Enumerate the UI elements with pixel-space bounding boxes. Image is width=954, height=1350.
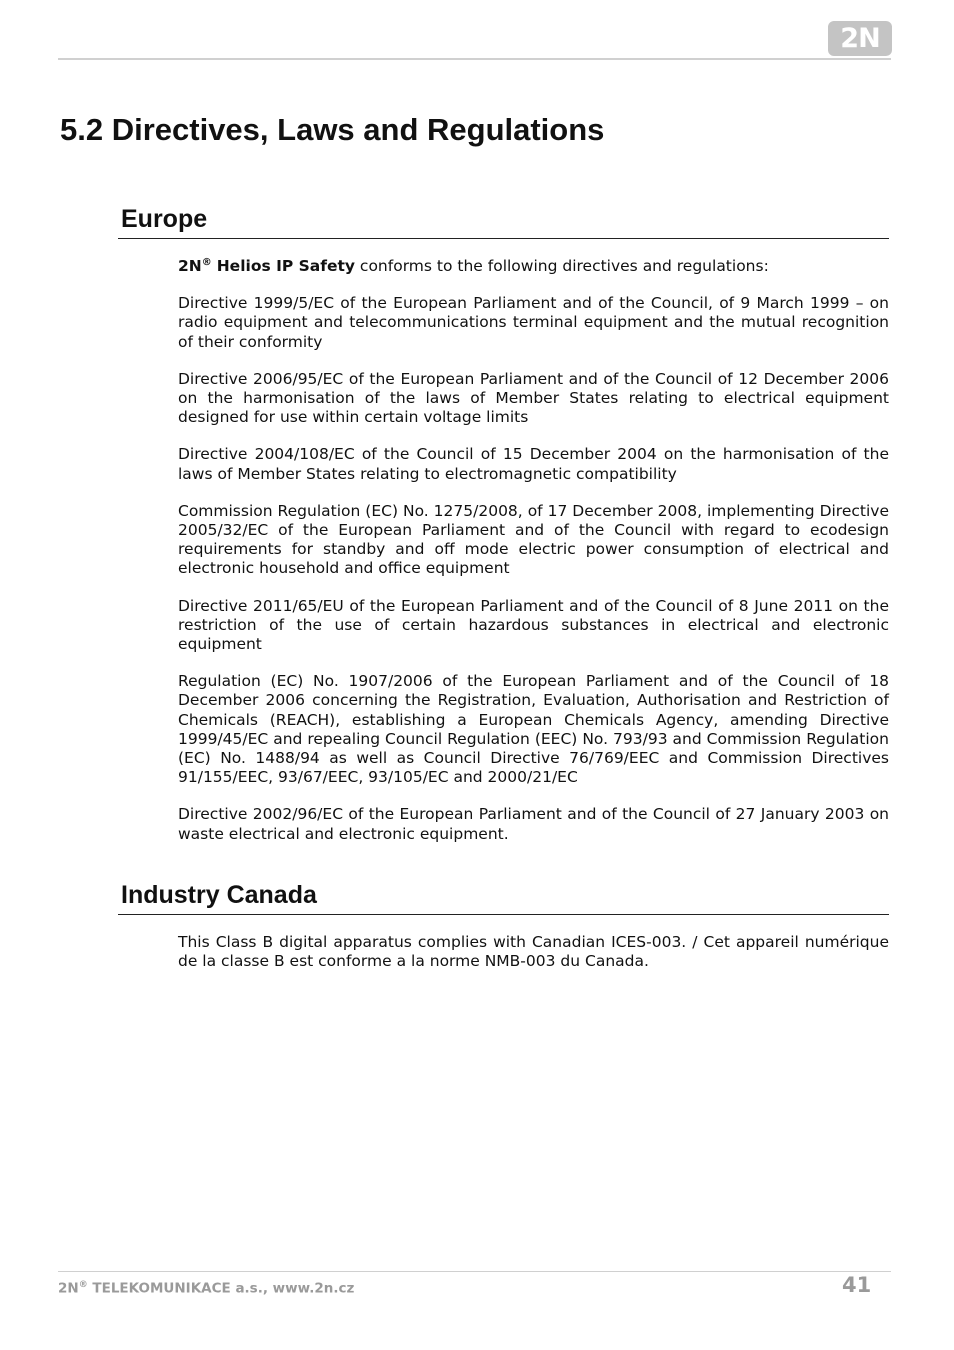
directive-paragraph: Directive 1999/5/EC of the European Parliament and of the Council, of 9 March 1999 – on radio equipment and telecommunications terminal equipment and the mutual recognition of their conformity [178, 294, 889, 351]
europe-body [178, 253, 889, 844]
section-industry-canada [118, 881, 889, 989]
intro-paragraph [178, 253, 889, 276]
section-europe [118, 205, 889, 862]
logo-text: 2N [840, 23, 880, 54]
page-number: 41 [842, 1273, 872, 1297]
directive-paragraph: Directive 2011/65/EU of the European Parliament and of the Council of 8 June 2011 on the restriction of the use of certain hazardous substances in electrical and electronic equipment [178, 596, 889, 653]
intro-rest: conforms to the following directives and regulations: [355, 256, 769, 275]
directive-paragraph: Regulation (EC) No. 1907/2006 of the European Parliament and of the Council of 18 December 2006 concerning the Registration, Evaluation, Authorisation and Restriction of Chemicals (REACH), establishing a European Chemicals Agency, amending Directive 1999/45/EC and repealing Council Regulation (EEC) No. 793/93 and Commission Regulation (EC) No. 1488/94 as well as Council Directive 76/769/EEC and Commission Directives 91/155/EEC, 93/67/EEC, 93/105/EC and 2000/21/EC [178, 672, 889, 787]
footer-rule [58, 1271, 891, 1272]
directive-paragraph: Directive 2004/108/EC of the Council of 15 December 2004 on the harmonisation of the laws of Member States relating to electromagnetic compatibility [178, 445, 889, 483]
canada-paragraph: This Class B digital apparatus complies with Canadian ICES-003. / Cet appareil numérique de la classe B est conforme a la norme NMB-003 du Canada. [178, 932, 889, 970]
page-title: 5.2 Directives, Laws and Regulations [60, 112, 605, 147]
section-heading-canada: Industry Canada [118, 881, 889, 915]
directive-paragraph: Directive 2006/95/EC of the European Parliament and of the Council of 12 December 2006 on the harmonisation of the laws of Member States relating to electrical equipment designed for use within certain voltage limits [178, 369, 889, 427]
intro-brand: 2N® [178, 256, 212, 275]
section-heading-europe: Europe [118, 205, 889, 239]
canada-body [178, 933, 889, 971]
header-rule [58, 58, 891, 60]
directive-paragraph: Directive 2002/96/EC of the European Parliament and of the Council of 27 January 2003 on waste electrical and electronic equipment. [178, 805, 889, 843]
intro-product: Helios IP Safety [216, 256, 355, 275]
company-logo [828, 21, 892, 56]
footer-company: 2N® TELEKOMUNIKACE a.s., www.2n.cz [58, 1280, 355, 1297]
directive-paragraph: Commission Regulation (EC) No. 1275/2008, of 17 December 2008, implementing Directive 2005/32/EC of the European Parliament and of the Council with regard to ecodesign requirements for standby and off mode electric power consumption of electrical and electronic household and office equipment [178, 501, 889, 578]
